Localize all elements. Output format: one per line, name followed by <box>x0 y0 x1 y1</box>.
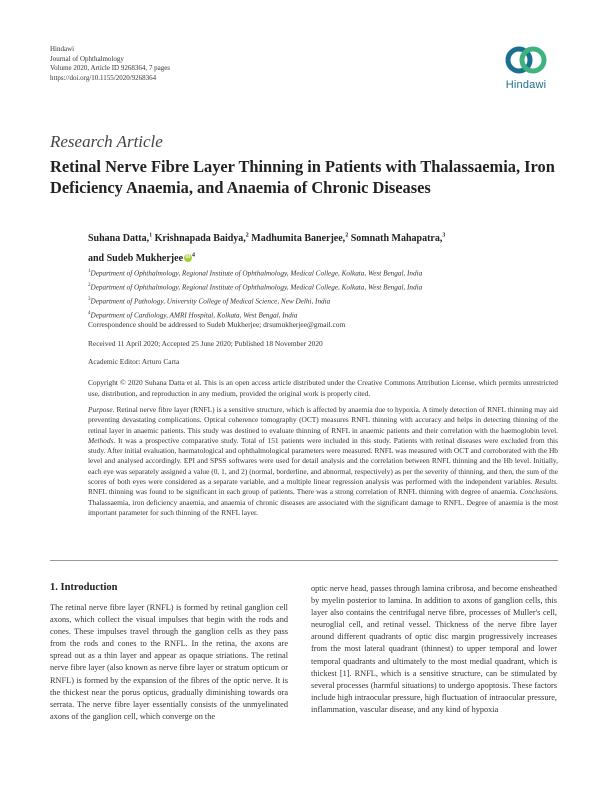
author-3[interactable]: Madhumita Banerjee,$^2$ <box>251 233 349 245</box>
author-list <box>88 228 558 267</box>
affiliation-3: $^3$Department of Pathology, University College of Medical Science, New Delhi, India <box>88 296 331 306</box>
volume-info: Volume 2020, Article ID 9268364, 7 pages <box>50 64 171 72</box>
affiliation-1: $^1$Department of Ophthalmology, Regional Institute of Ophthalmology, Medical College, Kolkata, West Bengal, India <box>88 269 423 278</box>
abstract-methods-label: Methods. <box>88 435 116 445</box>
abstract-methods: It was a prospective comparative study. Total of 151 patients were included in this study. Patients with retinal diseases were excluded from this study. After initial evaluation, haematological and ophthalmological parameters were measured. RNFL was measured with OCT and corroborated with the Hb level and analysed accordingly. EPI and SPSS softwares were used for detail analysis and the correlation between RNFL thinning and the Hb level. Initially, each eye was separately assigned a value (0, 1, and 2) (normal, borderline, and abnormal, respectively) as per the severity of thinning, and then, the sum of the scores of both eyes were considered as a separate variable, and a multiple linear regression analysis was performed with the independent variables. <box>88 435 558 487</box>
journal-name: Journal of Ophthalmology <box>50 54 124 63</box>
abstract-results-label: Results. <box>534 477 558 487</box>
intro-left-column <box>50 602 288 723</box>
logo-wordmark: Hindawi <box>505 79 547 91</box>
academic-editor: Academic Editor: Arturo Carta <box>88 357 180 366</box>
article-title: Retinal Nerve Fibre Layer Thinning in Patients with Thalassaemia, Iron Deficiency Anaemia, and Anaemia of Chronic Diseases <box>50 157 555 197</box>
abstract <box>88 405 558 518</box>
abstract-purpose: Retinal nerve fibre layer (RNFL) is a sensitive structure, which is affected by anaemia due to hypoxia. A timely detection of RNFL thinning may aid preventing devastating complications. Optical coherence tomography (OCT) measures RNFL thinning with accuracy and helps in detecting thinning of the retinal layer in anaemic patients. This study was destined to evaluate thinning of RNFL in anaemic patients and their correlation with the haemoglobin level. <box>88 405 558 435</box>
intro-left-text: The retinal nerve fibre layer (RNFL) is formed by retinal ganglion cell axons, which collect the visual impulses that begin with the rods and cones. These impulses travel through the ganglion cells as they pass from the rods and cones to the RNFL. In the retina, the axons are spread out as a thin layer and appear as opaque striations. The retinal nerve fibre layer (also known as nerve fibre layer or stratum opticum or RNFL) is formed by the expansion of the fibres of the optic nerve. It is the thickest near the porus opticus, gradually diminishing towards ora serrata. The nerve fibre layer essentially consists of the unmyelinated axons of the ganglion cell, which converge on the <box>50 603 288 721</box>
publisher-name: Hindawi <box>50 45 75 53</box>
hindawi-logo <box>496 42 556 91</box>
abstract-purpose-label: Purpose. <box>88 405 115 414</box>
affiliation-2: $^2$Department of Ophthalmology, Regional Institute of Ophthalmology, Medical College, Kolkata, West Bengal, India <box>88 282 423 292</box>
introduction-heading: 1. Introduction <box>50 582 118 593</box>
doi-link[interactable]: https://doi.org/10.1155/2020/9268364 <box>50 73 157 82</box>
section-divider <box>50 560 558 561</box>
article-type: Research Article <box>50 132 163 151</box>
author-5[interactable]: and Sudeb Mukherjee iD $^4$ <box>88 252 196 264</box>
abstract-conclusions: Thalassaemia, iron deficiency anaemia, and anaemia of chronic diseases are associated with the significant damage to RNFL. Degree of anaemia is the most important parameter for such thinning of the RNFL layer. <box>88 497 558 517</box>
abstract-conclusions-label: Conclusions. <box>519 487 558 497</box>
affiliation-4: $^4$Department of Cardiology, AMRI Hospital, Kolkata, West Bengal, India <box>88 310 298 320</box>
author-2[interactable]: Krishnapada Baidya,$^2$ <box>154 233 249 245</box>
orcid-icon[interactable]: iD <box>185 255 191 261</box>
copyright-notice: Copyright © 2020 Suhana Datta et al. This is an open access article distributed under the Creative Commons Attribution License, which permits unrestricted use, distribution, and reproduction in any medium, provided the original work is properly cited. <box>88 378 558 398</box>
intro-right-column <box>311 583 557 716</box>
publication-dates: Received 11 April 2020; Accepted 25 June 2020; Published 18 November 2020 <box>88 339 323 348</box>
affiliations <box>88 266 558 322</box>
correspondence: Correspondence should be addressed to Sudeb Mukherjee; drsumukherjee@gmail.com <box>88 320 346 329</box>
hindawi-logo-icon <box>504 42 548 78</box>
author-4[interactable]: Somnath Mahapatra,$^3$ <box>350 233 446 245</box>
journal-metadata <box>50 45 170 83</box>
abstract-results: RNFL thinning was found to be significant in each group of patients. There was a strong correlation of RNFL thinning with degree of anaemia. <box>88 487 520 497</box>
author-1[interactable]: Suhana Datta,$^1$ <box>88 233 153 245</box>
intro-right-text: optic nerve head, passes through lamina cribrosa, and become ensheathed by myelin posterior to lamina. In addition to axons of ganglion cells, this layer also contains the centrifugal nerve fibre, processes of Muller's cell, neuroglial cell, and retinal vessel. Thickness of the nerve fibre layer around different quadrants of optic disc margin progressively increases from the most lateral quadrant (thinnest) to upper temporal and lower temporal quadrants and ultimately to the most medial quadrant, which is thickest [1]. RNFL, which is a sensitive structure, can be stimulated by several processes (harmful situations) to undergo apoptosis. These factors include high intraocular pressure, high fluctuation of intraocular pressure, inflammation, vascular disease, and any kind of hypoxia <box>311 584 557 714</box>
